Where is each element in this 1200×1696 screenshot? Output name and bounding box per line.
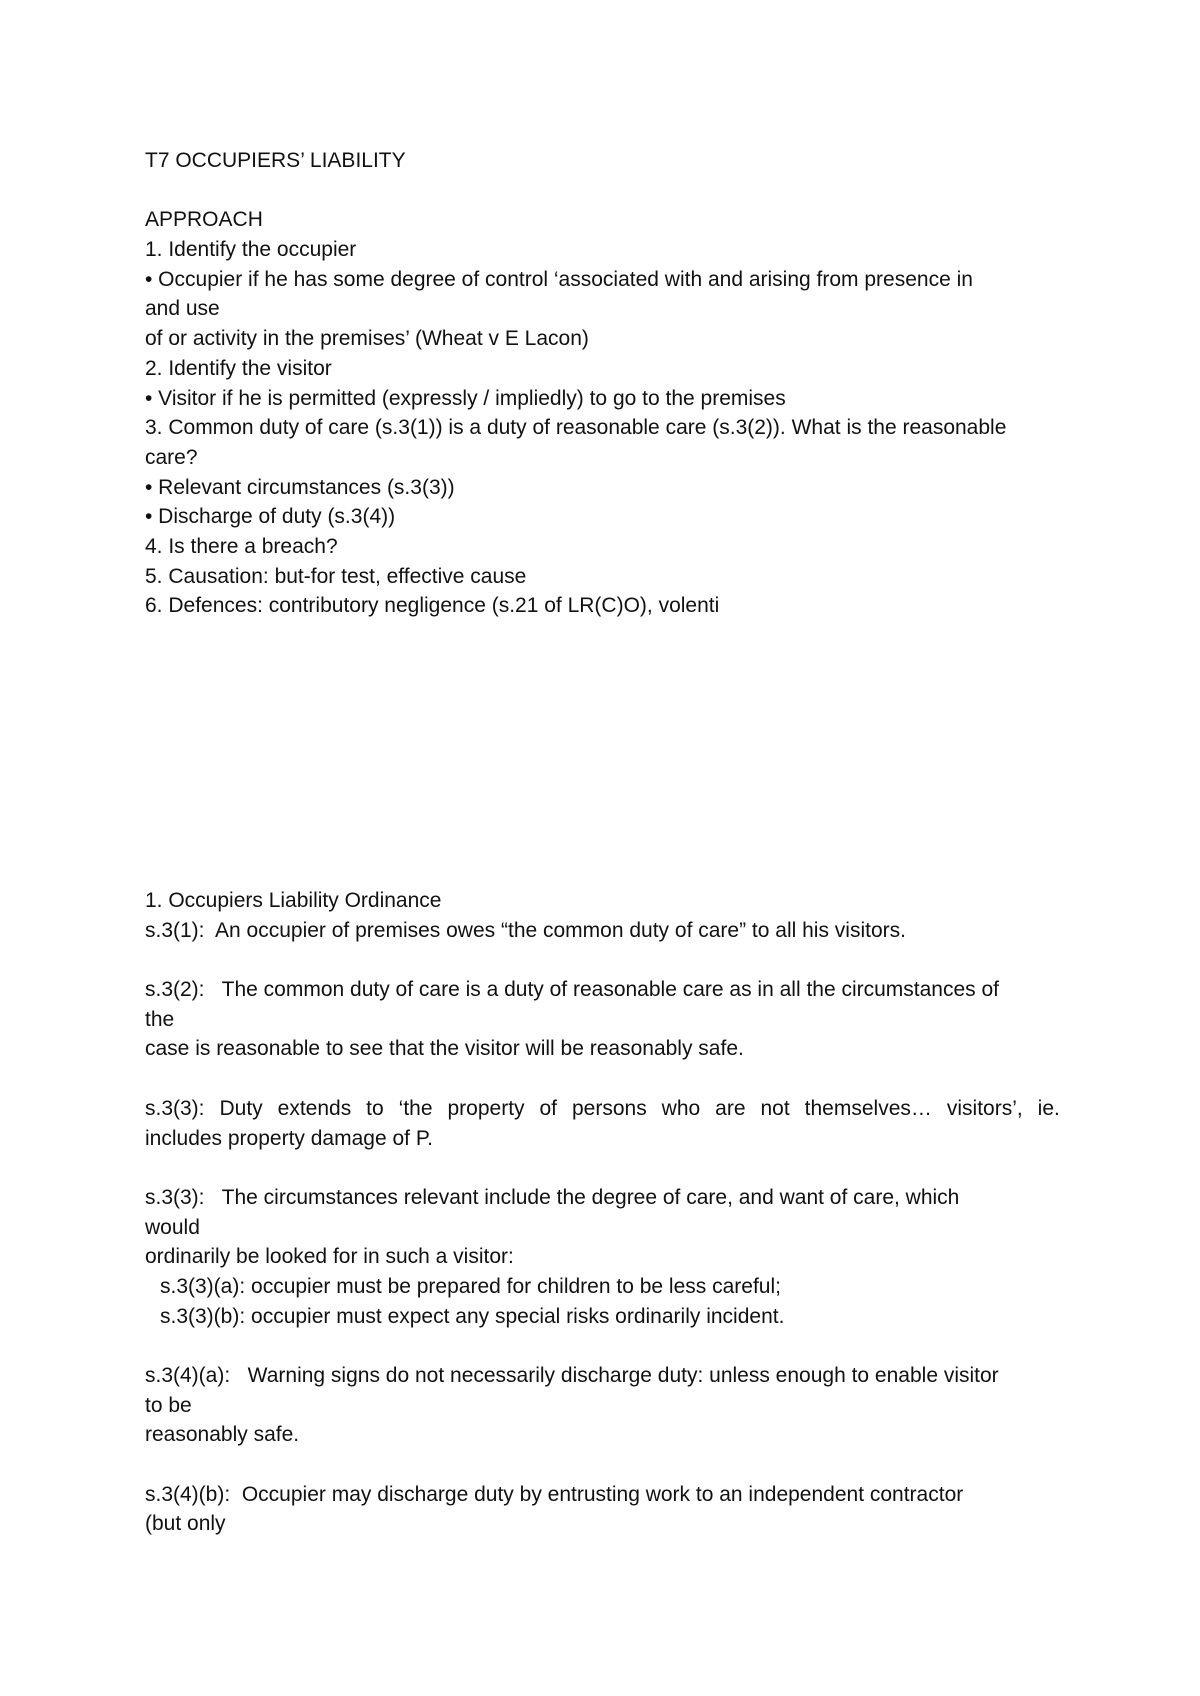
section-3-3-a: s.3(3)(a): occupier must be prepared for children to be less careful; — [160, 1274, 781, 1298]
approach-line: • Discharge of duty (s.3(4)) — [145, 505, 396, 529]
justified-word: Duty — [219, 1096, 263, 1120]
section-3-3-property-line: includes property damage of P. — [145, 1126, 433, 1150]
justified-word: are — [715, 1096, 746, 1120]
section-3-3-property-line — [145, 1094, 1060, 1124]
justified-word: extends — [277, 1096, 352, 1120]
section-3-4-a-line: s.3(4)(a): Warning signs do not necessarily discharge duty: unless enough to enable visitor — [145, 1364, 999, 1387]
justified-word: not — [760, 1096, 790, 1120]
approach-line: • Occupier if he has some degree of control ‘associated with and arising from presence in — [145, 267, 973, 291]
approach-line: 2. Identify the visitor — [145, 356, 332, 380]
approach-line: 4. Is there a breach? — [145, 534, 338, 558]
justified-word: of — [539, 1096, 558, 1120]
ordinance-heading: 1. Occupiers Liability Ordinance — [145, 889, 442, 912]
approach-line: and use — [145, 297, 220, 321]
justified-word: s.3(3): — [145, 1096, 205, 1120]
approach-line: 5. Causation: but-for test, effective cause — [145, 564, 527, 588]
section-3-4-b-line: s.3(4)(b): Occupier may discharge duty by entrusting work to an independent contractor — [145, 1482, 964, 1506]
section-3-2-line: the — [145, 1007, 175, 1031]
justified-word: persons — [571, 1096, 647, 1120]
section-3-3-line: s.3(3): The circumstances relevant include the degree of care, and want of care, which — [145, 1185, 960, 1209]
section-3-2-line: case is reasonable to see that the visitor will be reasonably safe. — [145, 1037, 744, 1061]
approach-line: care? — [145, 445, 198, 469]
justified-word: who — [661, 1096, 701, 1120]
spacer — [145, 1450, 1065, 1480]
approach-line: 1. Identify the occupier — [145, 238, 357, 262]
section-3-3-line: would — [145, 1215, 200, 1239]
section-3-4-a-line: reasonably safe. — [145, 1423, 300, 1447]
spacer — [145, 1064, 1065, 1094]
section-3-3-line: ordinarily be looked for in such a visitor: — [145, 1245, 514, 1269]
justified-word: property — [447, 1096, 525, 1120]
section-3-2-line: s.3(2): The common duty of care is a duty of reasonable care as in all the circumstances of — [145, 978, 1000, 1002]
justified-word: themselves… — [804, 1096, 932, 1120]
justified-word: visitors’, — [946, 1096, 1023, 1120]
approach-line: of or activity in the premises’ (Wheat v E Lacon) — [145, 327, 589, 351]
ordinance-section — [145, 886, 1065, 1539]
section-3-3-b: s.3(3)(b): occupier must expect any special risks ordinarily incident. — [160, 1304, 785, 1328]
spacer — [145, 176, 1065, 206]
justified-word: to — [366, 1096, 384, 1120]
approach-line: • Visitor if he is permitted (expressly / impliedly) to go to the premises — [145, 386, 786, 410]
spacer — [145, 1153, 1065, 1183]
document-title: T7 OCCUPIERS’ LIABILITY — [145, 149, 406, 172]
justified-word: ‘the — [398, 1096, 433, 1120]
section-3-4-a-line: to be — [145, 1393, 192, 1417]
spacer — [145, 1331, 1065, 1361]
approach-section — [145, 146, 1065, 621]
section-3-1: s.3(1): An occupier of premises owes “the common duty of care” to all his visitors. — [145, 918, 906, 942]
section-3-4-b-line: (but only — [145, 1512, 226, 1536]
justified-word: ie. — [1037, 1096, 1060, 1120]
approach-line: • Relevant circumstances (s.3(3)) — [145, 475, 455, 499]
spacer — [145, 945, 1065, 975]
approach-line: 6. Defences: contributory negligence (s.21 of LR(C)O), volenti — [145, 594, 720, 618]
approach-heading: APPROACH — [145, 208, 263, 232]
approach-line: 3. Common duty of care (s.3(1)) is a duty of reasonable care (s.3(2)). What is the reasonable — [145, 416, 1007, 440]
